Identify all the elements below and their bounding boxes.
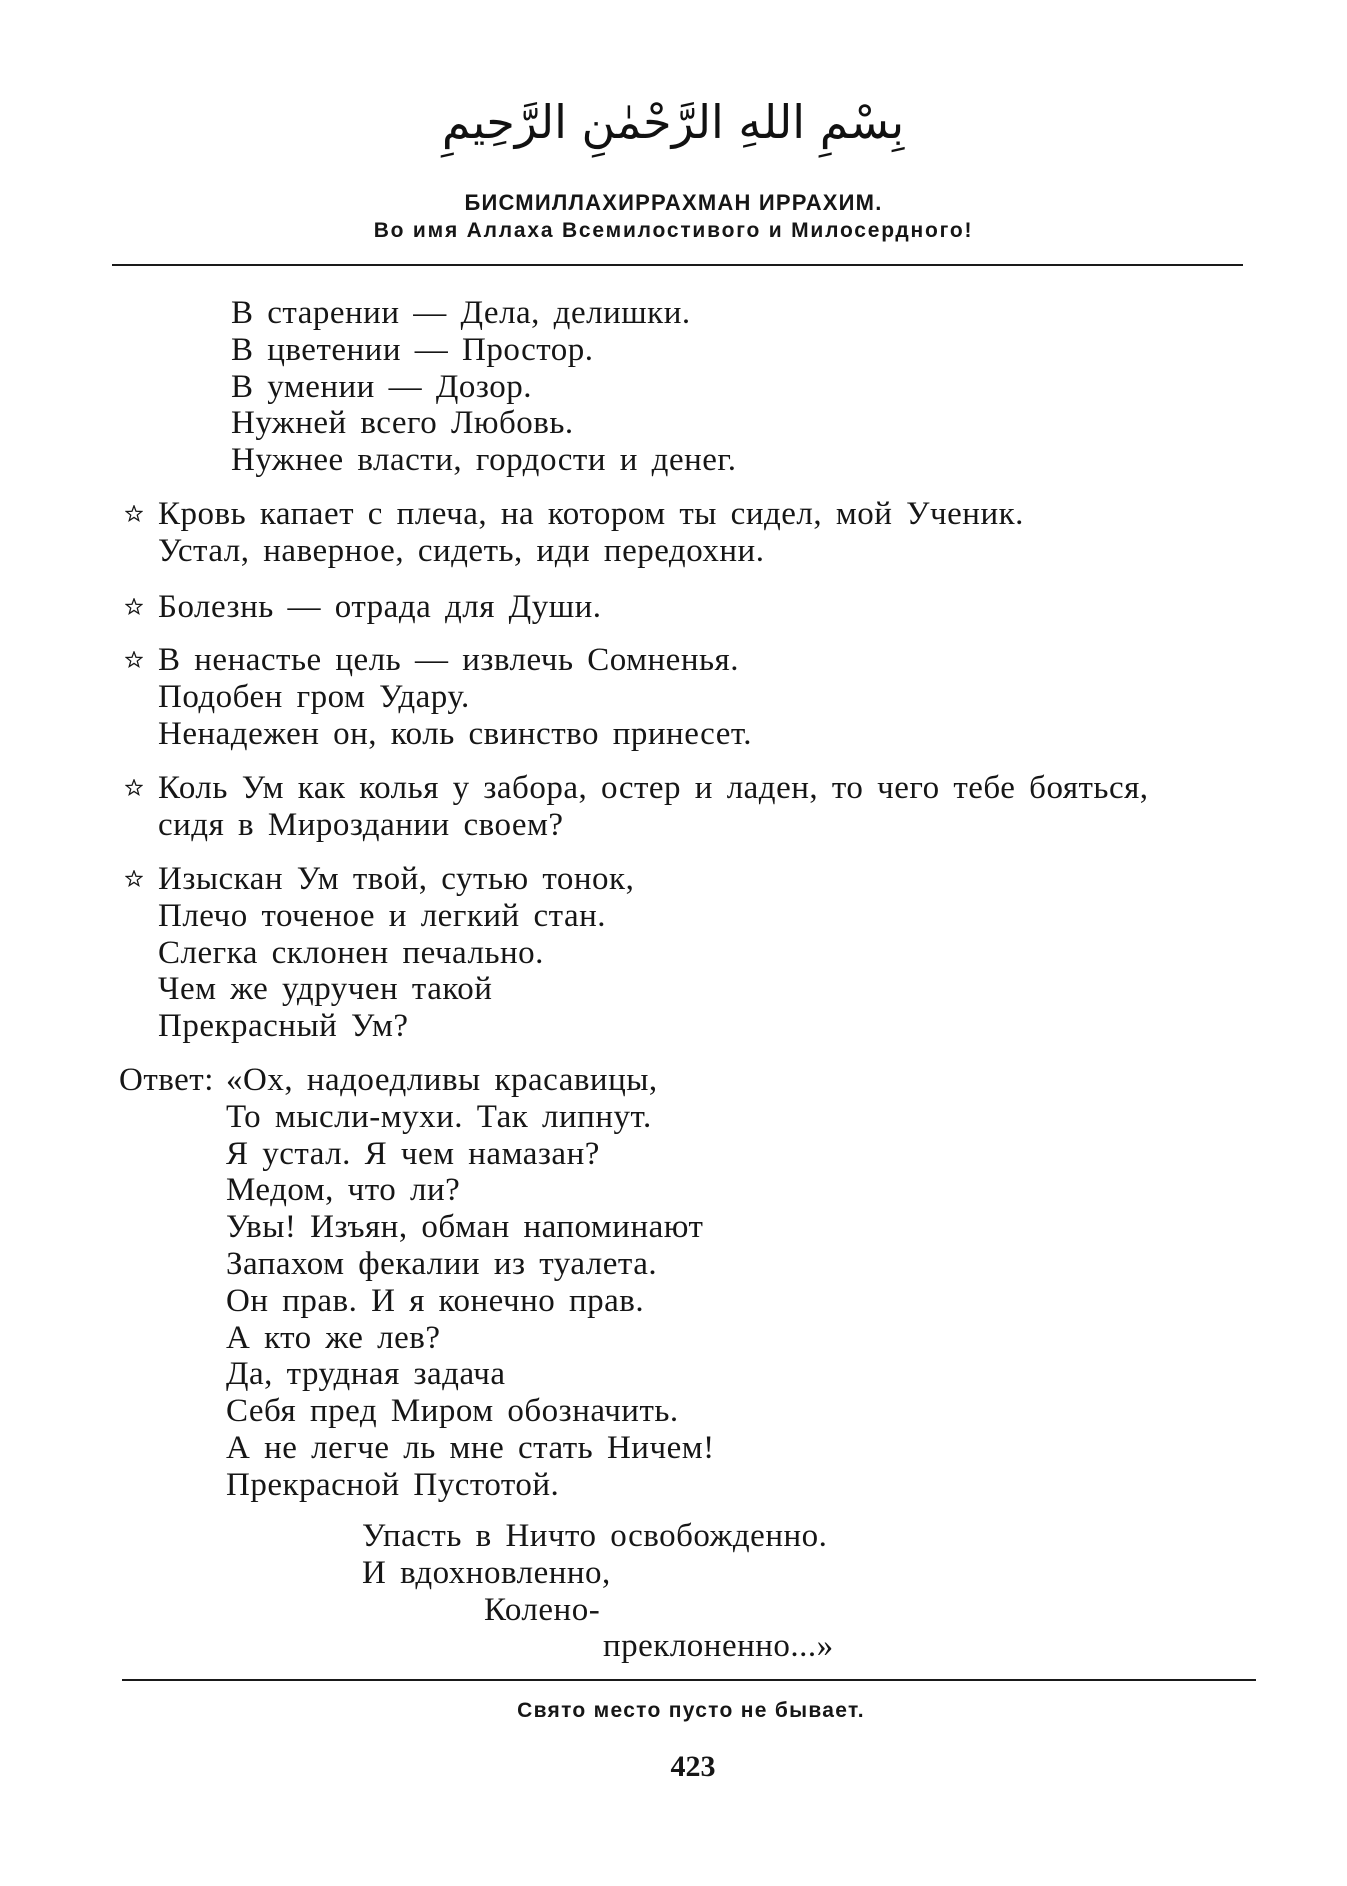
answer-line: Медом, что ли? bbox=[226, 1172, 461, 1209]
coda-line: Упасть в Ничто освобожденно. bbox=[362, 1518, 828, 1554]
saying-line: Подобен гром Удару. bbox=[158, 678, 470, 715]
saying-text bbox=[158, 496, 1024, 570]
saying bbox=[125, 861, 634, 1045]
answer-line: Себя пред Миром обозначить. bbox=[226, 1393, 679, 1430]
basmala-transliteration: БИСМИЛЛАХИРРАХМАН ИРРАХИМ. bbox=[464, 190, 883, 215]
footer-proverb: Свято место пусто не бывает. bbox=[517, 1699, 865, 1722]
saying-line: Слегка склонен печально. bbox=[158, 934, 544, 971]
star-bullet-icon bbox=[125, 651, 143, 669]
saying bbox=[125, 642, 752, 752]
saying-line: Болезнь — отрада для Души. bbox=[158, 589, 602, 625]
star-bullet-icon bbox=[125, 870, 143, 888]
saying bbox=[125, 496, 1024, 570]
answer-line: Я устал. Я чем намазан? bbox=[226, 1135, 600, 1172]
answer-line: Запахом фекалии из туалета. bbox=[226, 1245, 658, 1282]
answer-line: Прекрасной Пустотой. bbox=[226, 1466, 560, 1503]
saying-line: Прекрасный Ум? bbox=[158, 1008, 409, 1045]
verse-line: В старении — Дела, делишки. bbox=[231, 295, 691, 331]
saying-text bbox=[158, 642, 752, 752]
answer-coda bbox=[362, 1518, 834, 1665]
answer-line: «Ох, надоедливы красавицы, bbox=[226, 1062, 658, 1098]
answer-line: А кто же лев? bbox=[226, 1319, 441, 1356]
saying-line: Коль Ум как колья у забора, остер и ладен, то чего тебе бояться, bbox=[158, 770, 1149, 806]
answer-line: То мысли-мухи. Так липнут. bbox=[226, 1098, 652, 1135]
verse-line: Нужней всего Любовь. bbox=[231, 405, 574, 442]
saying-text bbox=[158, 861, 634, 1045]
basmala-calligraphy: بِسْمِ اللهِ الرَّحْمٰنِ الرَّحِيمِ bbox=[441, 95, 905, 149]
saying bbox=[125, 589, 602, 626]
saying-text bbox=[158, 589, 602, 626]
star-bullet-icon bbox=[125, 779, 143, 797]
opening-verse bbox=[231, 295, 736, 479]
verse-line: В цветении — Простор. bbox=[231, 331, 594, 368]
saying-line: сидя в Мироздании своем? bbox=[158, 806, 564, 843]
star-bullet-icon bbox=[125, 598, 143, 616]
saying-text bbox=[158, 770, 1149, 844]
answer-line: Увы! Изъян, обман напоминают bbox=[226, 1209, 704, 1246]
saying-line: Кровь капает с плеча, на котором ты сидел, мой Ученик. bbox=[158, 496, 1024, 532]
answer-line: Он прав. И я конечно прав. bbox=[226, 1282, 645, 1319]
saying-line: Чем же удручен такой bbox=[158, 971, 493, 1008]
verse-line: В умении — Дозор. bbox=[231, 368, 532, 405]
footer-rule bbox=[122, 1679, 1256, 1681]
answer-line: Да, трудная задача bbox=[226, 1356, 506, 1393]
saying-line: Устал, наверное, сидеть, иди передохни. bbox=[158, 532, 765, 569]
star-bullet-icon bbox=[125, 505, 143, 523]
basmala-translation: Во имя Аллаха Всемилостивого и Милосердного! bbox=[373, 219, 974, 242]
coda-line: И вдохновленно, bbox=[362, 1554, 611, 1591]
header-rule bbox=[112, 264, 1243, 266]
verse-line: Нужнее власти, гордости и денег. bbox=[231, 442, 737, 479]
saying-line: В ненастье цель — извлечь Сомненья. bbox=[158, 642, 739, 678]
answer-text bbox=[226, 1062, 715, 1504]
coda-line: преклоненно...» bbox=[603, 1628, 834, 1665]
saying bbox=[125, 770, 1149, 844]
answer-line: А не легче ль мне стать Ничем! bbox=[226, 1429, 715, 1466]
saying-line: Изыскан Ум твой, сутью тонок, bbox=[158, 861, 635, 897]
answer-block bbox=[119, 1062, 715, 1504]
coda-line: Колено- bbox=[484, 1591, 601, 1628]
answer-label: Ответ: bbox=[119, 1062, 214, 1098]
saying-line: Плечо точеное и легкий стан. bbox=[158, 897, 606, 934]
saying-line: Ненадежен он, коль свинство принесет. bbox=[158, 715, 753, 752]
page-number: 423 bbox=[670, 1750, 716, 1783]
